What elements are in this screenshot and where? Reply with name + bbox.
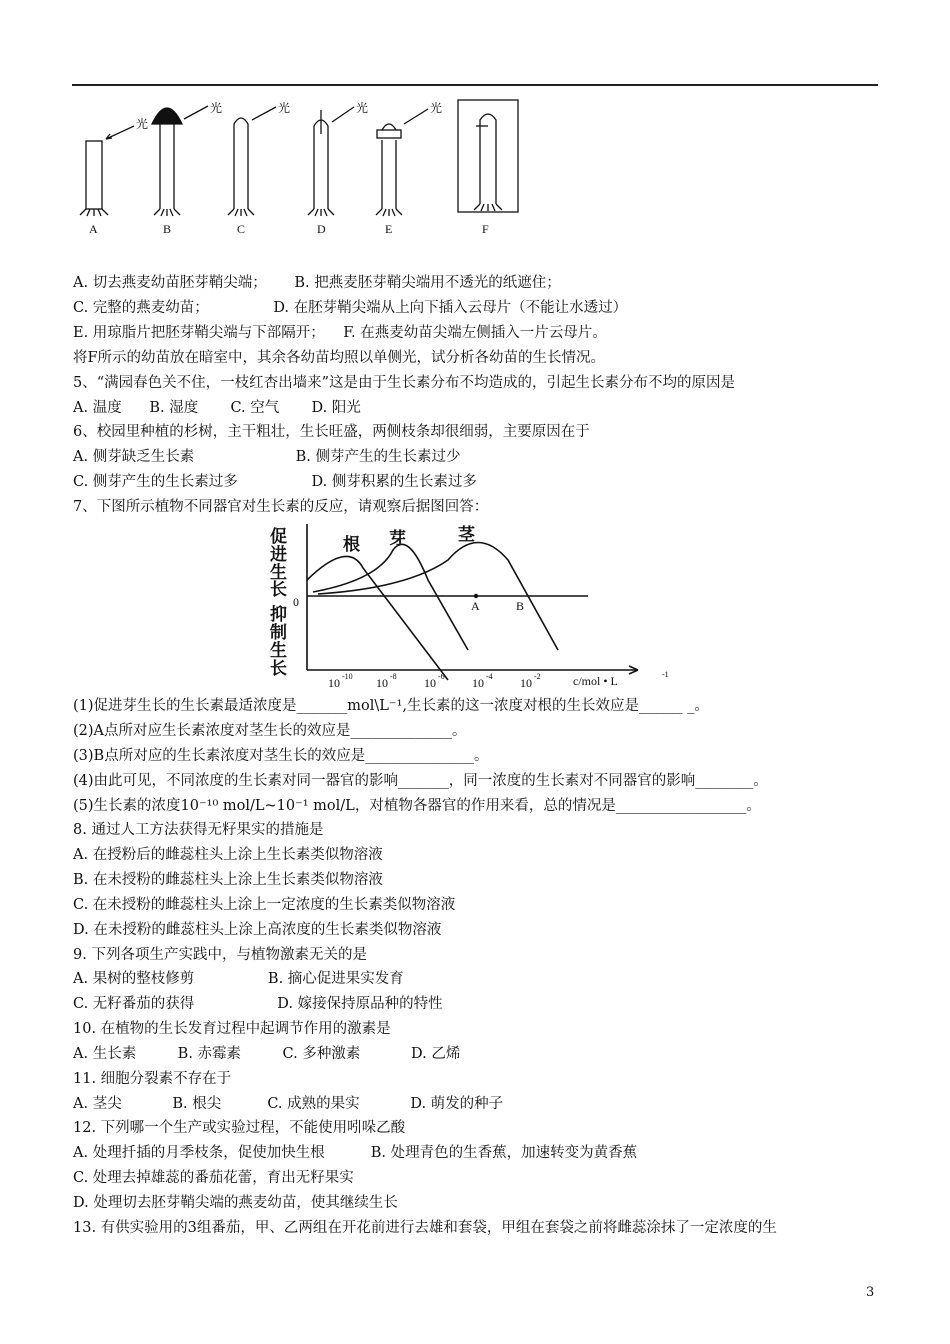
question-5-options: A. 温度 B. 湿度 C. 空气 D. 阳光: [73, 400, 361, 416]
y-label-inhibit-4: 长: [270, 659, 287, 679]
light-label-b: 光: [210, 101, 223, 115]
tick-5: 10: [520, 676, 532, 690]
label-a: A: [89, 222, 98, 236]
question-7-part-4: (4)由此可见，不同浓度的生长素对同一器官的影响_______，同一浓度的生长素对不同器官的影响________。: [73, 773, 768, 789]
question-11: 11. 细胞分裂素不存在于: [73, 1071, 232, 1087]
question-13: 13. 有供实验用的3组番茄，甲、乙两组在开花前进行去雄和套袋，甲组在套袋之前将雌蕊涂抹了一定浓度的生: [73, 1220, 777, 1236]
y-label-promote-4: 长: [270, 580, 287, 600]
question-8-option-d: D. 在未授粉的雌蕊柱头上涂上高浓度的生长素类似物溶液: [73, 922, 442, 938]
label-f: F: [482, 222, 489, 236]
y-label-inhibit-1: 抑: [270, 605, 287, 625]
seedling-c: [228, 107, 276, 216]
point-b-label: B: [516, 599, 525, 613]
seedling-d: [308, 107, 354, 216]
tick-4-exp: -4: [486, 672, 493, 681]
y-label-promote-1: 促: [270, 527, 287, 547]
tick-4: 10: [472, 676, 484, 690]
tick-2: 10: [376, 676, 388, 690]
page-number: 3: [866, 1285, 875, 1300]
curve-stem-label: 茎: [458, 525, 475, 545]
question-7-part-2: (2)A点所对应生长素浓度对茎生长的效应是______________。: [73, 723, 467, 739]
y-label-inhibit-3: 生: [270, 641, 287, 661]
question-12-options-ab: A. 处理扦插的月季枝条，促使加快生根 B. 处理青色的生香蕉，加速转变为黄香蕉: [73, 1145, 638, 1161]
tick-1: 10: [328, 676, 340, 690]
label-b: B: [163, 222, 172, 236]
question-9-options-ab: A. 果树的整枝修剪 B. 摘心促进果实发育: [73, 971, 404, 987]
seedling-b: [152, 106, 208, 216]
label-c: C: [237, 222, 246, 236]
seedling-f: [458, 100, 518, 212]
curve-bud: [313, 544, 468, 650]
curve-root-label: 根: [343, 535, 360, 555]
light-label-c: 光: [278, 101, 291, 115]
tick-5-exp: -2: [534, 672, 541, 681]
option-line-a-b: A. 切去燕麦幼苗胚芽鞘尖端； B. 把燕麦胚芽鞘尖端用不透光的纸遮住；: [73, 275, 561, 291]
question-8-option-c: C. 在未授粉的雌蕊柱头上涂上一定浓度的生长素类似物溶液: [73, 897, 456, 913]
question-7-part-3: (3)B点所对应的生长素浓度对茎生长的效应是_______________。: [73, 748, 489, 764]
option-line-c-d: C. 完整的燕麦幼苗； D. 在胚芽鞘尖端从上向下插入云母片（不能让水透过）: [73, 300, 628, 316]
light-label-a: 光: [136, 117, 149, 131]
question-8-option-a: A. 在授粉后的雌蕊柱头上涂上生长素类似物溶液: [73, 847, 383, 863]
question-9: 9. 下列各项生产实践中，与植物激素无关的是: [73, 947, 367, 963]
label-e: E: [385, 222, 393, 236]
question-8: 8. 通过人工方法获得无籽果实的措施是: [73, 822, 324, 838]
auxin-response-figure: [258, 520, 708, 690]
y-label-promote-3: 生: [270, 563, 287, 583]
curve-bud-label: 芽: [389, 529, 406, 549]
instruction-line: 将F所示的幼苗放在暗室中，其余各幼苗均照以单侧光，试分析各幼苗的生长情况。: [73, 350, 606, 366]
question-11-options: A. 茎尖 B. 根尖 C. 成熟的果实 D. 萌发的种子: [73, 1096, 504, 1112]
zero-label: 0: [293, 595, 299, 609]
question-6: 6、校园里种植的杉树，主干粗壮，生长旺盛，两侧枝条却很细弱，主要原因在于: [73, 424, 590, 440]
question-7-part-1: (1)促进芽生长的生长素最适浓度是_______mol\L⁻¹,生长素的这一浓度对根的生长效应是______ _。: [73, 698, 709, 714]
seedling-figure: [72, 94, 532, 244]
question-12-option-d: D. 处理切去胚芽鞘尖端的燕麦幼苗，使其继续生长: [73, 1195, 398, 1211]
seedling-e: [376, 109, 428, 216]
question-12-option-c: C. 处理去掉雄蕊的番茄花蕾，育出无籽果实: [73, 1170, 354, 1186]
question-12: 12. 下列哪一个生产或实验过程，不能使用吲哚乙酸: [73, 1120, 406, 1136]
question-9-options-cd: C. 无籽番茄的获得 D. 嫁接保持原品种的特性: [73, 996, 443, 1012]
tick-2-exp: -8: [390, 672, 397, 681]
question-10-options: A. 生长素 B. 赤霉素 C. 多种激素 D. 乙烯: [73, 1046, 461, 1062]
label-d: D: [317, 222, 326, 236]
question-6-options-ab: A. 侧芽缺乏生长素 B. 侧芽产生的生长素过少: [73, 449, 461, 465]
point-a-marker: [474, 594, 478, 598]
question-7: 7、下图所示植物不同器官对生长素的反应，请观察后据图回答：: [73, 499, 489, 515]
option-line-e-f: E. 用琼脂片把胚芽鞘尖端与下部隔开； F. 在燕麦幼苗尖端左侧插入一片云母片。: [73, 325, 607, 341]
question-10: 10. 在植物的生长发育过程中起调节作用的激素是: [73, 1021, 391, 1037]
seedling-a: [80, 126, 134, 216]
tick-1-exp: -10: [342, 672, 353, 681]
question-8-option-b: B. 在未授粉的雌蕊柱头上涂上生长素类似物溶液: [73, 872, 383, 888]
tick-3: 10: [424, 676, 436, 690]
point-a-label: A: [471, 599, 480, 613]
header-rule: [72, 84, 878, 86]
light-label-e: 光: [430, 101, 443, 115]
tick-3-exp: -6: [438, 672, 445, 681]
y-label-promote-2: 进: [270, 545, 287, 565]
question-7-part-5: (5)生长素的浓度10⁻¹⁰ mol/L~10⁻¹ mol/L，对植物各器官的作用来看，总的情况是__________________。: [73, 798, 761, 814]
x-unit: c/mol • L: [573, 674, 618, 688]
light-label-d: 光: [356, 101, 369, 115]
question-5: 5、“满园春色关不住，一枝红杏出墙来”这是由于生长素分布不均造成的，引起生长素分布不均的原因是: [73, 375, 736, 391]
y-label-inhibit-2: 制: [270, 623, 287, 643]
question-6-options-cd: C. 侧芽产生的生长素过多 D. 侧芽积累的生长素过多: [73, 474, 477, 490]
curve-root: [307, 556, 448, 680]
x-unit-exp: -1: [662, 670, 669, 679]
